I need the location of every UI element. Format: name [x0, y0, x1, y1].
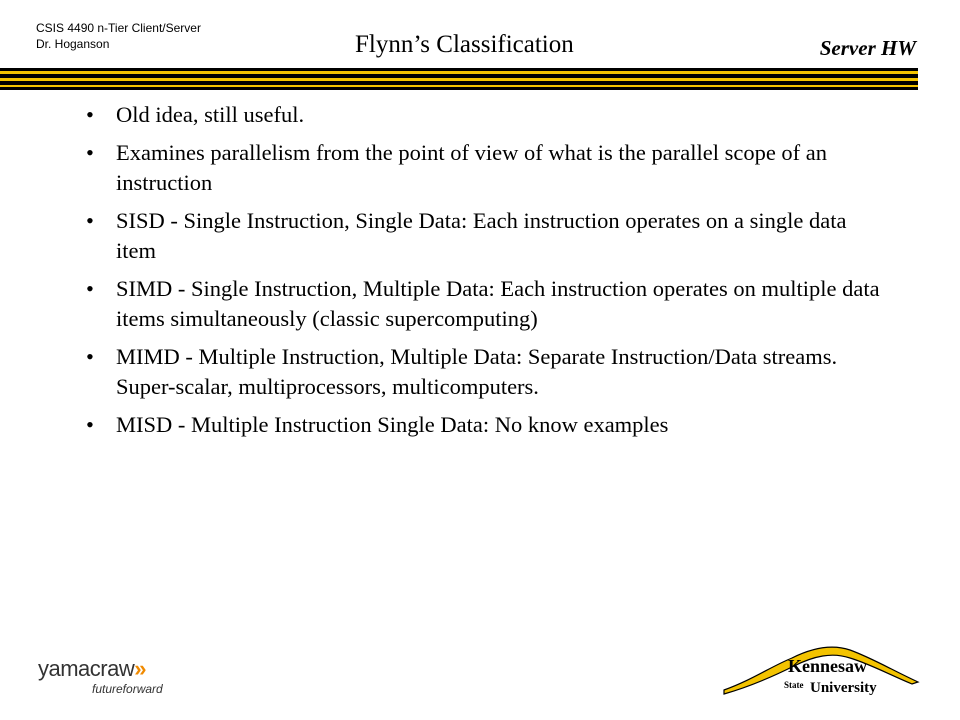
- kennesaw-state-logo: [722, 636, 932, 706]
- bullet-icon: •: [86, 412, 94, 437]
- yamacraw-tagline: futureforward: [92, 682, 163, 696]
- bullet-item: [84, 410, 884, 440]
- yamacraw-logo: [38, 656, 188, 700]
- bullet-text: SIMD - Single Instruction, Multiple Data: Each instruction operates on multiple data items simultaneously (classic supercomputing): [116, 276, 880, 331]
- bullet-icon: •: [86, 208, 94, 233]
- bullet-item: [84, 138, 884, 198]
- ksu-word-state: State: [784, 680, 804, 690]
- header-rule: [0, 68, 918, 90]
- bullet-item: [84, 100, 884, 130]
- gold-stripe: [0, 85, 918, 87]
- instructor-name: Dr. Hoganson: [36, 37, 110, 51]
- ksu-word-university: University: [810, 680, 877, 696]
- slide-title: Flynn’s Classification: [355, 31, 574, 58]
- bullet-item: [84, 206, 884, 266]
- slide-topic: Server HW: [819, 36, 916, 60]
- course-info: [36, 20, 201, 52]
- chevrons-icon: »: [134, 656, 147, 681]
- ksu-word-kennesaw: Kennesaw: [788, 656, 868, 676]
- bullet-text: Examines parallelism from the point of view of what is the parallel scope of an instruction: [116, 140, 828, 195]
- bullet-item: [84, 274, 884, 334]
- bullet-text: MIMD - Multiple Instruction, Multiple Data: Separate Instruction/Data streams. Super-scalar, multiprocessors, multicomputers.: [116, 344, 838, 399]
- bullet-icon: •: [86, 140, 94, 165]
- bullet-icon: •: [86, 102, 94, 127]
- bullet-icon: •: [86, 276, 94, 301]
- gold-stripe: [0, 71, 918, 74]
- bullet-text: SISD - Single Instruction, Single Data: Each instruction operates on a single data item: [116, 208, 847, 263]
- gold-stripe: [0, 78, 918, 81]
- bullet-list: [84, 100, 884, 448]
- course-name: CSIS 4490 n-Tier Client/Server: [36, 21, 201, 35]
- bullet-text: Old idea, still useful.: [116, 102, 305, 127]
- yamacraw-wordmark: yamacraw: [38, 656, 135, 681]
- bullet-item: [84, 342, 884, 402]
- bullet-text: MISD - Multiple Instruction Single Data: No know examples: [116, 412, 669, 437]
- bullet-icon: •: [86, 344, 94, 369]
